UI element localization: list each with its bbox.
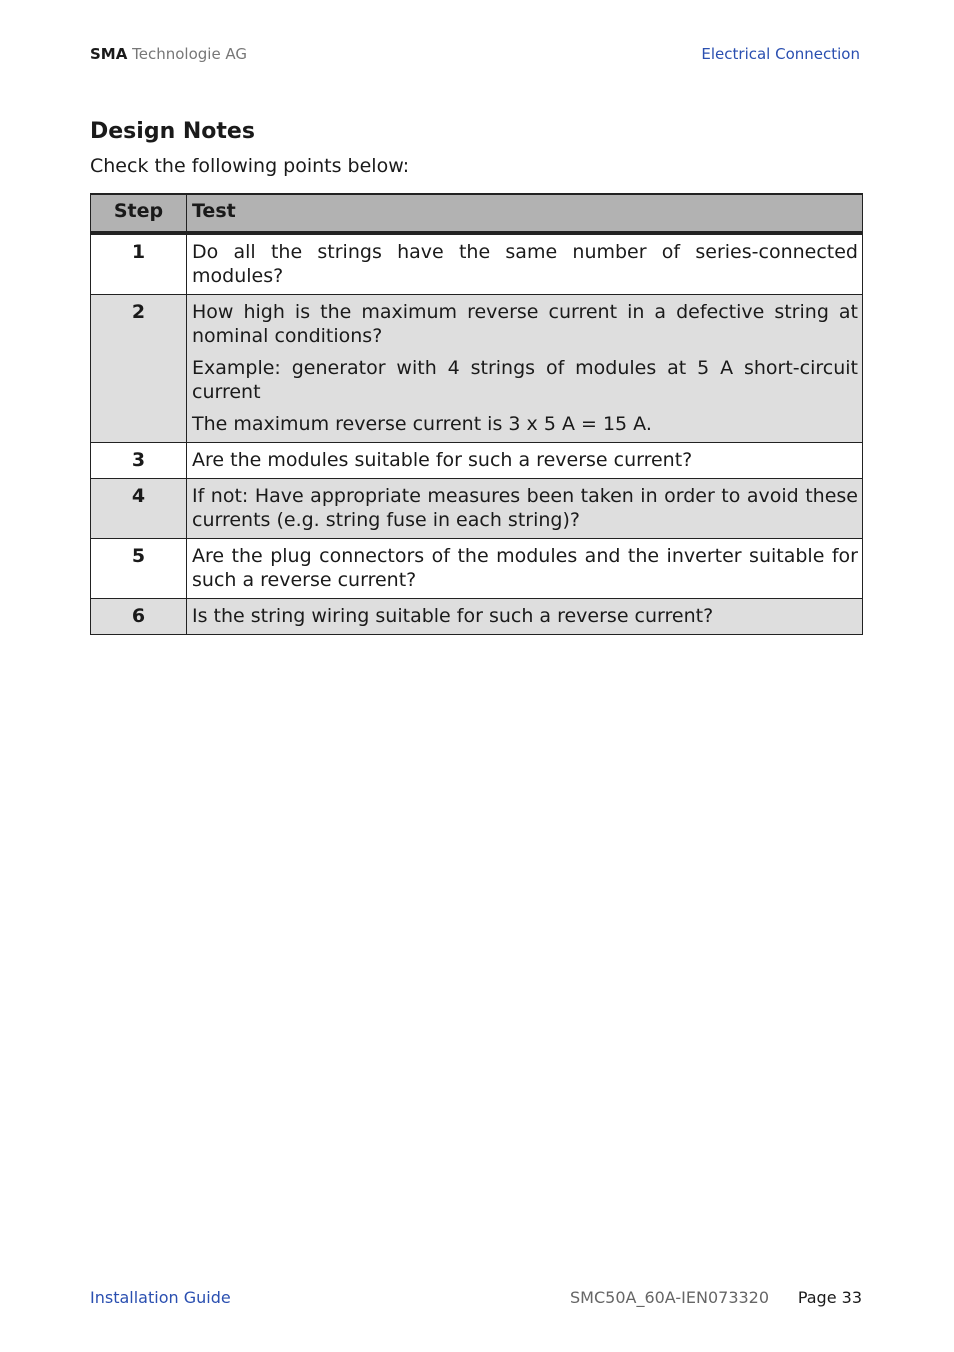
step-text: Are the plug connectors of the modules and the inverter suitable for such a reverse current?: [192, 545, 858, 591]
table-row: [91, 295, 863, 443]
step-number: 2: [91, 295, 187, 443]
design-notes-table: [90, 193, 863, 635]
step-example: Example: generator with 4 strings of modules at 5 A short-circuit current: [192, 357, 858, 403]
step-result: The maximum reverse current is 3 x 5 A = 15 A.: [192, 413, 652, 435]
page-header-section: Electrical Connection: [701, 45, 860, 63]
step-test: [187, 539, 863, 599]
step-test: [187, 233, 863, 295]
table-row: [91, 443, 863, 479]
step-text: Is the string wiring suitable for such a reverse current?: [192, 605, 714, 627]
step-test: [187, 479, 863, 539]
step-test: [187, 443, 863, 479]
step-number: 3: [91, 443, 187, 479]
step-text: If not: Have appropriate measures been taken in order to avoid these currents (e.g. string fuse in each string)?: [192, 485, 858, 531]
step-number: 4: [91, 479, 187, 539]
intro-text: Check the following points below:: [90, 155, 410, 177]
step-test: [187, 295, 863, 443]
brand-name: SMA: [90, 45, 128, 63]
table-header-row: [91, 194, 863, 233]
table-row: [91, 233, 863, 295]
page-header-company: [90, 45, 247, 63]
step-text: Do all the strings have the same number of series-connected modules?: [192, 241, 858, 287]
step-text: How high is the maximum reverse current in a defective string at nominal conditions?: [192, 301, 858, 347]
footer-document-id: SMC50A_60A-IEN073320: [570, 1288, 770, 1307]
table-row: [91, 479, 863, 539]
step-text: Are the modules suitable for such a reverse current?: [192, 449, 693, 471]
step-number: 6: [91, 599, 187, 635]
footer-page-number: Page 33: [797, 1288, 862, 1307]
table-row: [91, 599, 863, 635]
step-number: 5: [91, 539, 187, 599]
footer-guide-title: Installation Guide: [90, 1288, 231, 1307]
column-header-test: Test: [187, 194, 863, 233]
step-test: [187, 599, 863, 635]
section-title: Design Notes: [90, 119, 255, 144]
table-row: [91, 539, 863, 599]
company-name: Technologie AG: [132, 45, 248, 63]
column-header-step: Step: [91, 194, 187, 233]
step-number: 1: [91, 233, 187, 295]
